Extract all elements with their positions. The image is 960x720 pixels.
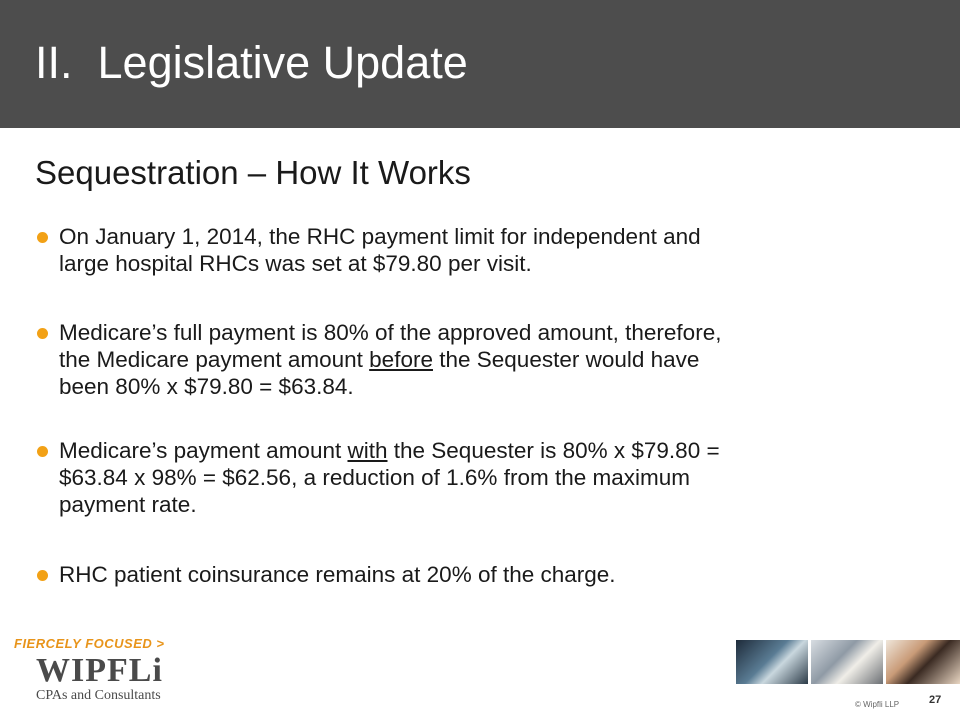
bullet-dot-icon	[37, 232, 48, 243]
slide-title: II. Legislative Update	[35, 37, 468, 88]
bullet-line: Medicare’s full payment is 80% of the approved amount, therefore,	[59, 320, 722, 345]
text-run: Medicare’s payment amount	[59, 438, 348, 463]
bullet-item	[35, 319, 721, 400]
wipfli-logo: WIPFLi	[36, 652, 163, 689]
brand-subtitle: CPAs and Consultants	[36, 688, 161, 703]
bullet-dot-icon	[37, 570, 48, 581]
text-run: the Medicare payment amount	[59, 347, 370, 372]
photo-meeting-image	[886, 640, 960, 684]
tagline: FIERCELY FOCUSED >	[14, 636, 165, 651]
bullet-line: been 80% x $79.80 = $63.84.	[59, 374, 354, 399]
bullet-item	[35, 223, 701, 277]
bullet-line	[59, 346, 721, 373]
underlined-text: with	[347, 438, 388, 463]
bullet-line: payment rate.	[59, 492, 197, 517]
photo-doctor-image	[736, 640, 808, 684]
page-number: 27	[929, 694, 942, 706]
bullet-item	[35, 437, 720, 518]
bullet-line: On January 1, 2014, the RHC payment limit for independent and	[59, 224, 701, 249]
text-run: the Sequester would have	[432, 347, 700, 372]
bullet-line	[59, 437, 720, 464]
underlined-text: before	[369, 347, 433, 372]
copyright: © Wipfli LLP	[855, 700, 900, 709]
title-bar	[0, 0, 960, 128]
bullet-item	[35, 561, 616, 588]
text-run: the Sequester is 80% x $79.80 =	[387, 438, 720, 463]
bullet-line: $63.84 x 98% = $62.56, a reduction of 1.6% from the maximum	[59, 465, 690, 490]
bullet-line: large hospital RHCs was set at $79.80 per visit.	[59, 251, 532, 276]
bullet-dot-icon	[37, 446, 48, 457]
slide-subtitle: Sequestration – How It Works	[35, 154, 471, 191]
photo-handshake-image	[811, 640, 883, 684]
photo-strip	[736, 640, 960, 684]
bullet-line: RHC patient coinsurance remains at 20% of the charge.	[59, 562, 616, 587]
bullet-dot-icon	[37, 328, 48, 339]
